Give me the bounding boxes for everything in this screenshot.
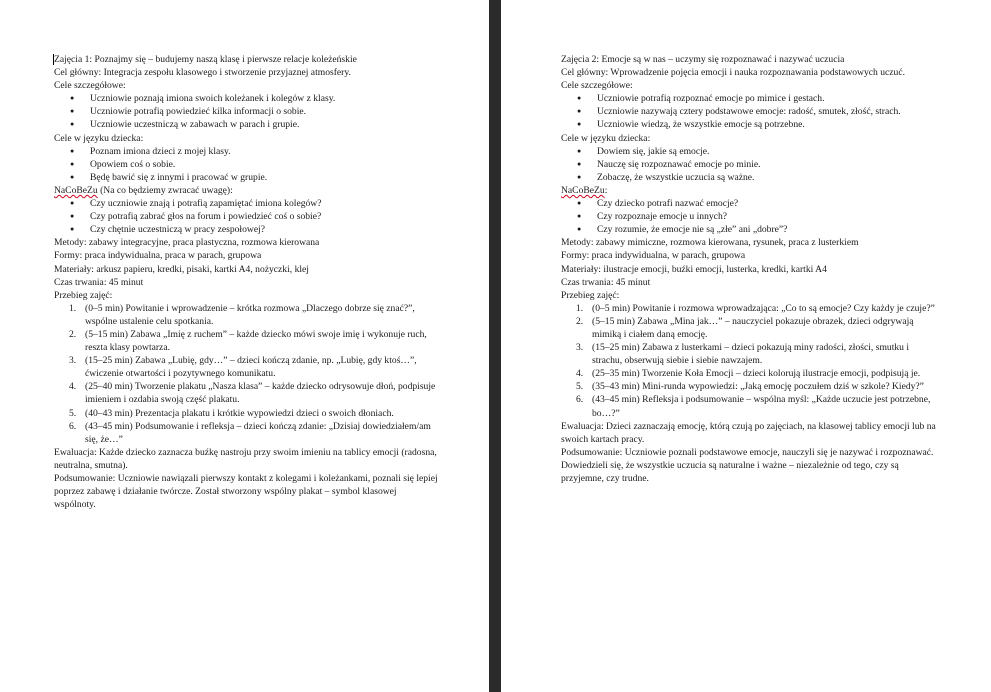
detailed-goals-label: Cele szczegółowe:	[561, 80, 633, 92]
methods: Metody: zabawy integracyjne, praca plastyczna, rozmowa kierowana	[54, 237, 320, 249]
course-label: Przebieg zajęć:	[54, 289, 113, 301]
step-item: 5. (35–43 min) Mini-runda wypowiedzi: „Jaką emocję poczułem dziś w szkole? Kiedy?”	[576, 381, 924, 393]
course-steps	[561, 302, 937, 420]
list-item: ● Uczniowie uczestniczą w zabawach w parach i grupie.	[54, 118, 438, 131]
course-label: Przebieg zajęć:	[561, 289, 620, 301]
detailed-goals-list	[561, 92, 937, 131]
list-item: ● Uczniowie potrafią rozpoznać emocje po mimice i gestach.	[561, 92, 937, 105]
step-item: 1. (0–5 min) Powitanie i rozmowa wprowadzająca: „Co to są emocje? Czy każdy je czuje?”	[576, 302, 935, 314]
main-goal: Cel główny: Integracja zespołu klasowego i stworzenie przyjaznej atmosfery.	[54, 67, 351, 79]
detailed-goals-list	[54, 92, 438, 131]
forms: Formy: praca indywidualna, w parach, grupowa	[561, 250, 746, 262]
list-item: ● Czy dziecko potrafi nazwać emocje?	[561, 197, 937, 210]
detailed-goals-label: Cele szczegółowe:	[54, 80, 126, 92]
main-goal: Cel główny: Wprowadzenie pojęcia emocji i nauka rozpoznawania podstawowych uczuć.	[561, 67, 906, 79]
materials: Materiały: ilustracje emocji, buźki emocji, lusterka, kredki, kartki A4	[561, 263, 827, 275]
list-item: ● Opowiem coś o sobie.	[54, 158, 438, 171]
step-item: 5. (40–43 min) Prezentacja plakatu i krótkie wypowiedzi dzieci o swoich dłoniach.	[69, 407, 394, 419]
course-steps	[54, 302, 438, 446]
list-item: ● Uczniowie nazywają cztery podstawowe emocje: radość, smutek, złość, strach.	[561, 105, 937, 118]
list-item: ● Czy potrafią zabrać głos na forum i powiedzieć coś o sobie?	[54, 210, 438, 223]
document-page-1[interactable]	[54, 53, 438, 511]
spellcheck-word: NaCoBeZu	[54, 184, 98, 196]
list-item: ● Nauczę się rozpoznawać emocje po minie.	[561, 158, 937, 171]
lesson-title: Zajęcia 1: Poznajmy się – budujemy naszą klasę i pierwsze relacje koleżeńskie	[54, 54, 357, 65]
nacobezu-label: NaCoBeZu:	[561, 184, 608, 196]
list-item: ● Zobaczę, że wszystkie uczucia są ważne.	[561, 171, 937, 184]
list-item: ● Czy chętnie uczestniczą w pracy zespołowej?	[54, 223, 438, 236]
nacobezu-list	[561, 197, 937, 236]
duration: Czas trwania: 45 minut	[561, 276, 651, 288]
list-item: ● Uczniowie potrafią powiedzieć kilka informacji o sobie.	[54, 105, 438, 118]
list-item: ● Czy rozumie, że emocje nie są „złe” ani „dobre”?	[561, 223, 937, 236]
evaluation: Ewaluacja: Dzieci zaznaczają emocję, którą czują po zajęciach, na klasowej tablicy emocji lub na swoich kartach pracy.	[561, 420, 936, 445]
step-item: 3. (15–25 min) Zabawa „Lubię, gdy…” – dzieci kończą zdanie, np. „Lubię, gdy ktoś…”, ćwiczenie otwartości i pozytywnego komunikatu.	[69, 355, 417, 380]
summary: Podsumowanie: Uczniowie nawiązali pierwszy kontakt z kolegami i koleżankami, poznali się lepiej poprzez zabawę i działanie twórcze. Został stworzony wspólny plakat – symbol klasowej wspólnoty.	[54, 473, 438, 511]
list-item: ● Uczniowie wiedzą, że wszystkie emocje są potrzebne.	[561, 118, 937, 131]
list-item: ● Będę bawić się z innymi i pracować w grupie.	[54, 171, 438, 184]
list-item: ● Dowiem się, jakie są emocje.	[561, 145, 937, 158]
step-item: 4. (25–35 min) Tworzenie Koła Emocji – dzieci kolorują ilustracje emocji, podpisują je.	[576, 368, 921, 380]
child-goals-label: Cele w języku dziecka:	[561, 132, 651, 144]
list-item: ● Uczniowie poznają imiona swoich koleżanek i kolegów z klasy.	[54, 92, 438, 105]
evaluation: Ewaluacja: Każde dziecko zaznacza buźkę nastroju przy swoim imieniu na tablicy emocji (radosna, neutralna, smutna).	[54, 446, 437, 471]
step-item: 2. (5–15 min) Zabawa „Imię z ruchem” – każde dziecko mówi swoje imię i wykonuje ruch, reszta klasy powtarza.	[69, 328, 427, 354]
step-item: 6. (43–45 min) Refleksja i podsumowanie – wspólna myśl: „Każde uczucie jest potrzebne, bo…?”	[576, 394, 931, 419]
step-item: 6. (43–45 min) Podsumowanie i refleksja – dzieci kończą zdanie: „Dzisiaj dowiedziałem/am się, że…”	[69, 420, 431, 445]
methods: Metody: zabawy mimiczne, rozmowa kierowana, rysunek, praca z lusterkiem	[561, 237, 859, 249]
summary: Podsumowanie: Uczniowie poznali podstawowe emocje, nauczyli się je nazywać i rozpoznawać. Dowiedzieli się, że wszystkie uczucia są naturalne i ważne – niezależnie od tego, czy są przyjemne, czy trudne.	[561, 446, 934, 484]
forms: Formy: praca indywidualna, praca w parach, grupowa	[54, 250, 262, 262]
step-item: 2. (5–15 min) Zabawa „Mina jak…” – nauczyciel pokazuje obrazek, dzieci odgrywają mimiką i ciałem daną emocję.	[576, 315, 914, 340]
page-gap-divider	[489, 0, 501, 692]
list-item: ● Czy rozpoznaje emocje u innych?	[561, 210, 937, 223]
nacobezu-label: NaCoBeZu (Na co będziemy zwracać uwagę):	[54, 184, 233, 196]
spellcheck-word: NaCoBeZu	[561, 184, 605, 196]
duration: Czas trwania: 45 minut	[54, 276, 144, 288]
step-item: 4. (25–40 min) Tworzenie plakatu „Nasza klasa” – każde dziecko odrysowuje dłoń, podpisuje imieniem i ozdabia swoją część plakatu.	[69, 381, 436, 406]
step-item: 1. (0–5 min) Powitanie i wprowadzenie – krótka rozmowa „Dlaczego dobrze się znać?”, wspólne ustalenie celu spotkania.	[69, 302, 415, 327]
child-goals-list	[561, 145, 937, 184]
lesson-title: Zajęcia 2: Emocje są w nas – uczymy się rozpoznawać i nazywać uczucia	[561, 54, 845, 65]
nacobezu-list	[54, 197, 438, 236]
list-item: ● Czy uczniowie znają i potrafią zapamiętać imiona kolegów?	[54, 197, 438, 210]
materials: Materiały: arkusz papieru, kredki, pisaki, kartki A4, nożyczki, klej	[54, 263, 309, 275]
list-item: ● Poznam imiona dzieci z mojej klasy.	[54, 145, 438, 158]
child-goals-list	[54, 145, 438, 184]
document-page-2[interactable]	[561, 53, 937, 485]
step-item: 3. (15–25 min) Zabawa z lusterkami – dzieci pokazują miny radości, złości, smutku i strachu, obserwują siebie i siebie nawzajem.	[576, 342, 910, 367]
child-goals-label: Cele w języku dziecka:	[54, 132, 144, 144]
